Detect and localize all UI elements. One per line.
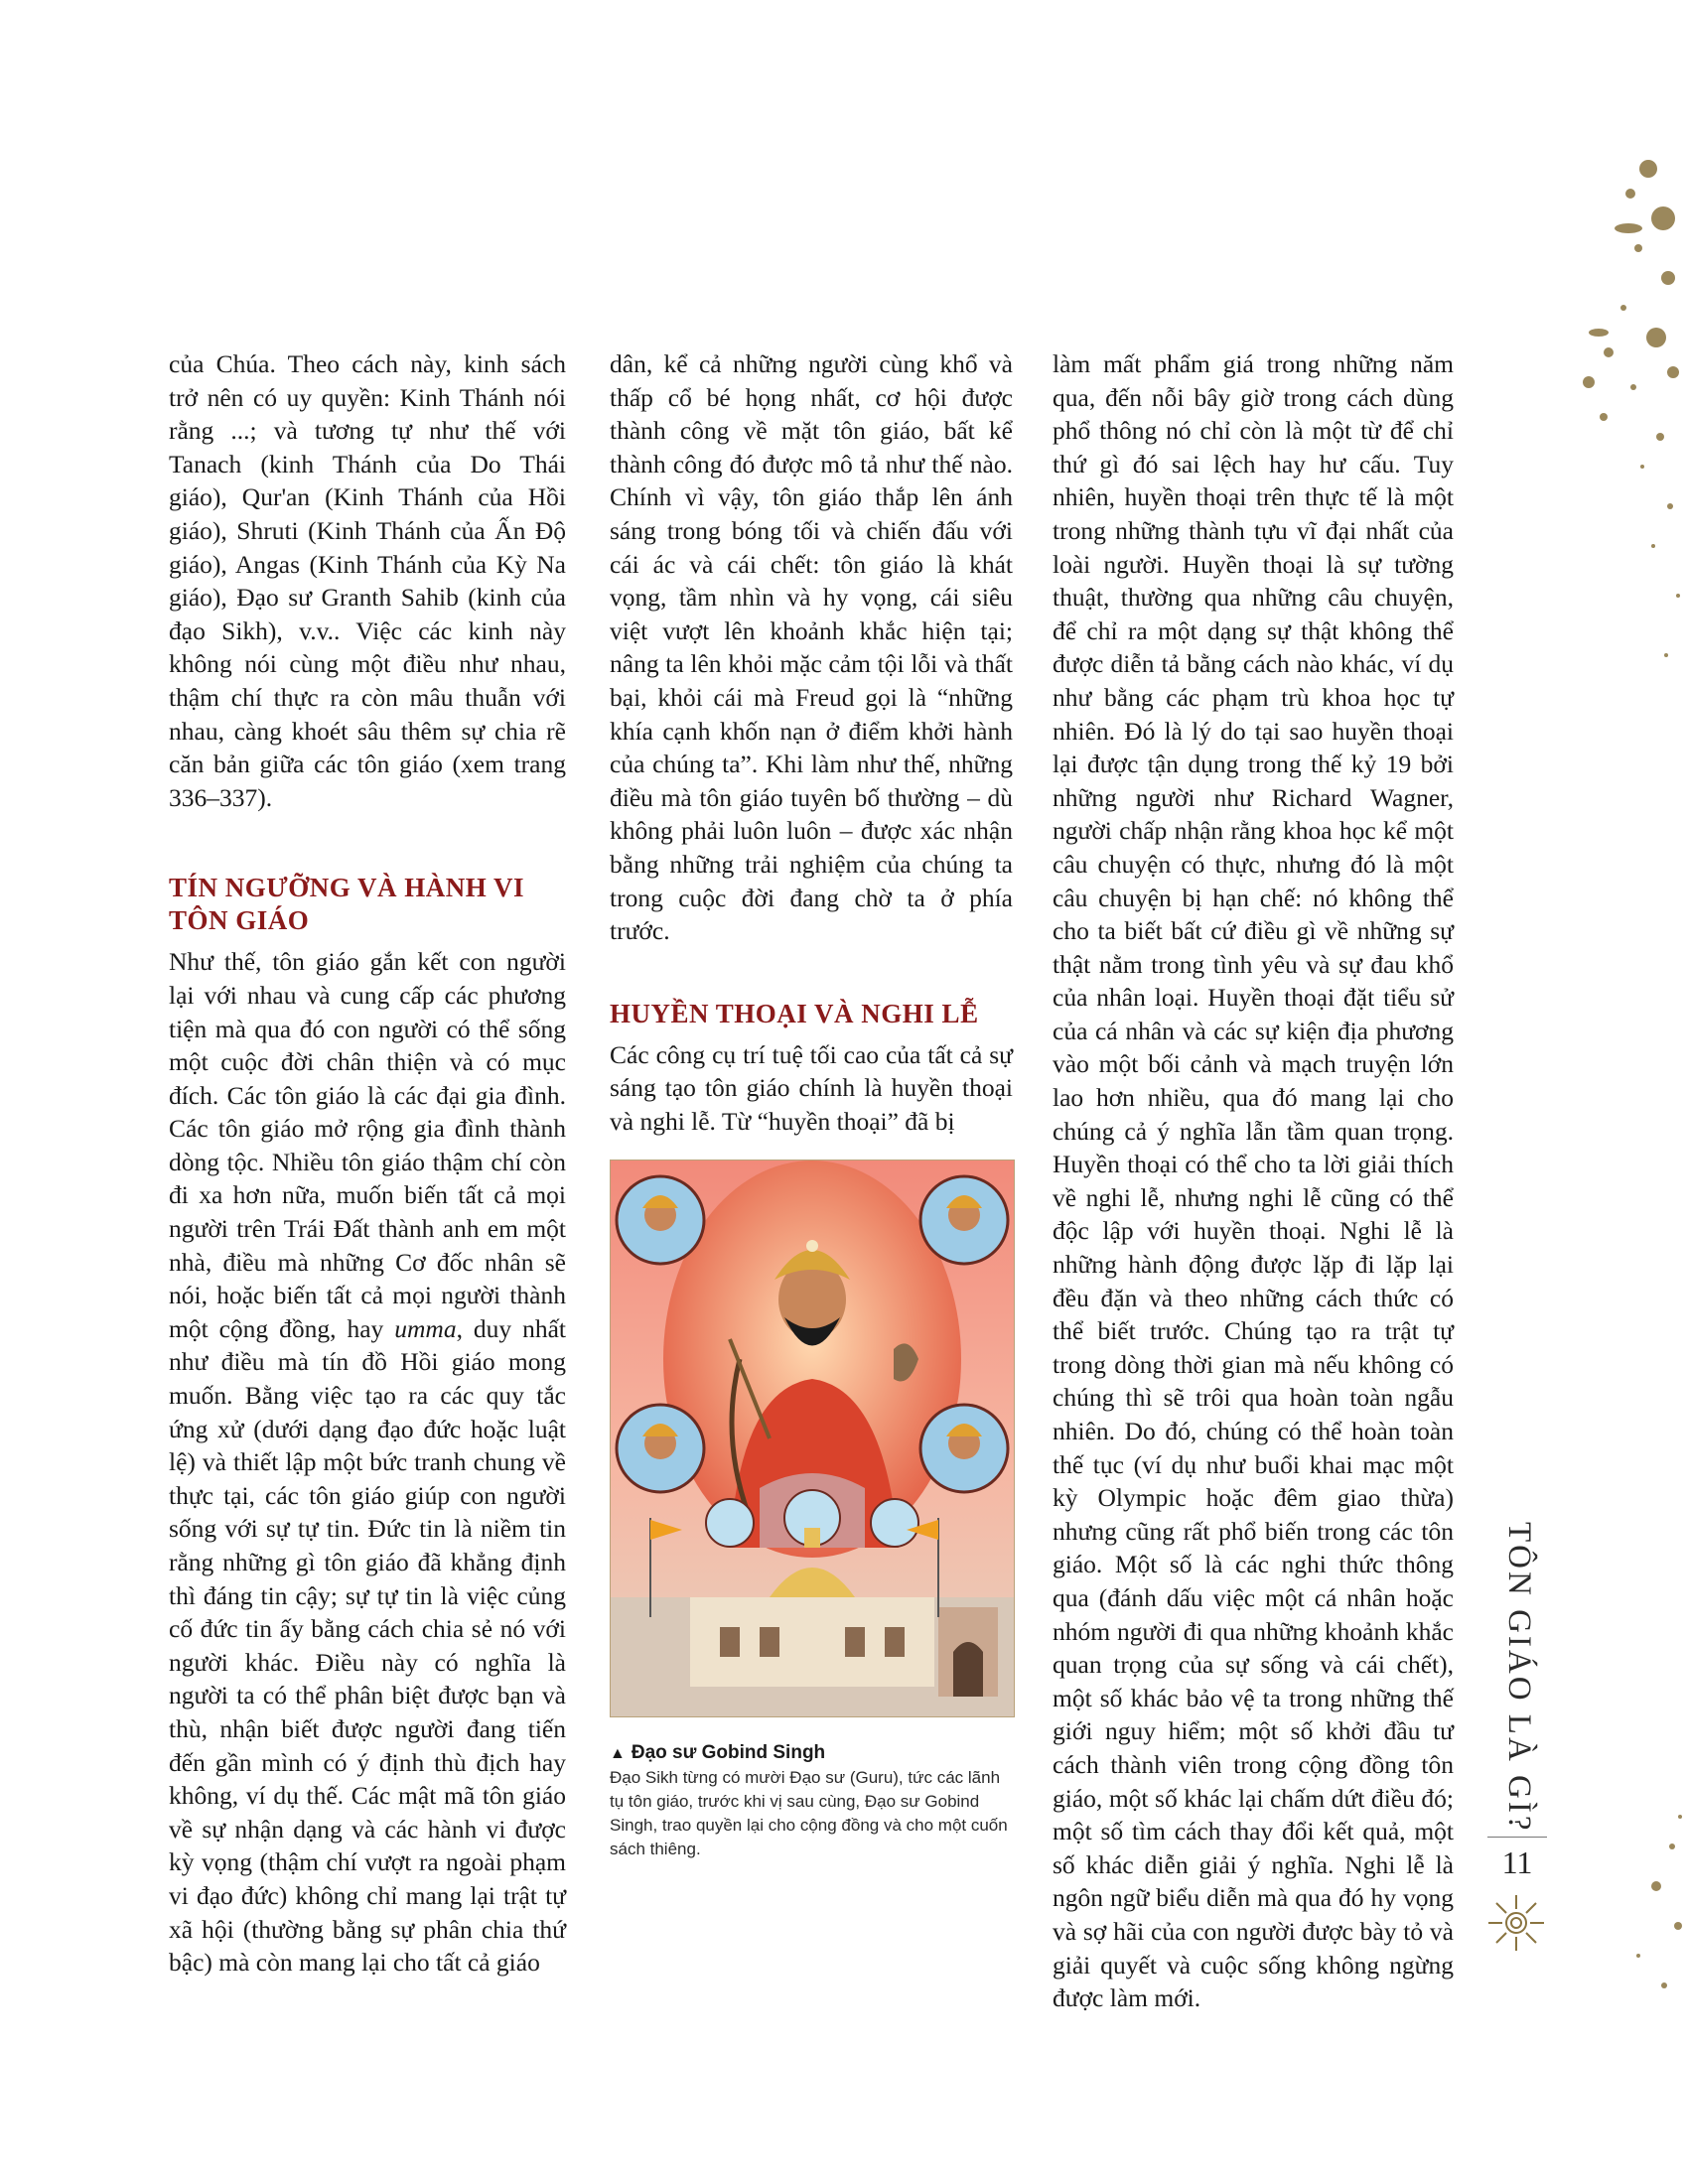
section-heading: TÍN NGƯỠNG VÀ HÀNH VI TÔN GIÁO [169, 873, 525, 936]
triangle-up-icon: ▲ [610, 1745, 626, 1763]
text-column-2 [610, 347, 1013, 1861]
page-number: 11 [1501, 1844, 1533, 1880]
painting-illustration [611, 1160, 1014, 1716]
paragraph [169, 945, 566, 1979]
page-number-rule [1487, 1837, 1547, 1838]
paragraph-text: , duy nhất như điều mà tín đồ Hồi giáo mong muốn. Bằng việc tạo ra các quy tắc ứng xử (dưới dạng đạo đức hoặc luật lệ) và thiết lập một bức tranh chung về thực tại, các tôn giáo giúp con người sống với sự tự tin. Đức tin là niềm tin rằng những gì tôn giáo đã khẳng định thì đáng tin cậy; sự tự tin là việc củng cố đức tin ấy bằng cách chia sẻ nó với người khác. Điều này có nghĩa là người ta có thể phân biệt được bạn và thù, nhận biết được người đang tiến đến gần mình có ý định thù địch hay không, ví dụ thế. Các mật mã tôn giáo về sự nhận dạng và các hành vi được kỳ vọng (thậm chí vượt ra ngoài phạm vi đạo đức) không chỉ mang lại trật tự xã hội (thường bằng sự phân chia thứ bậc) mà còn mang lại cho tất cả giáo [169, 1313, 567, 1978]
paragraph: của Chúa. Theo cách này, kinh sách trở nên có uy quyền: Kinh Thánh nói rằng ...; và tương tự như thế với Tanach (kinh Thánh của Do Thái giáo), Qur'an (Kinh Thánh của Hồi giáo), Shruti (Kinh Thánh của Ấn Độ giáo), Angas (Kinh Thánh của Kỳ Na giáo), Đạo sư Granth Sahib (kinh của đạo Sikh), v.v.. Việc các kinh này không nói cùng một điều như nhau, thậm chí thực ra còn mâu thuẫn với nhau, càng khoét sâu thêm sự chia rẽ căn bản giữa các tôn giáo (xem trang 336–337). [169, 349, 566, 812]
paragraph: làm mất phẩm giá trong những năm qua, đến nỗi bây giờ trong cách dùng phổ thông nó chỉ còn là một từ để chỉ thứ gì đó sai lệch hay hư cấu. Tuy nhiên, huyền thoại trên thực tế là một trong những thành tựu vĩ đại nhất của loài người. Huyền thoại là sự tường thuật, thường qua những câu chuyện, để chỉ ra một dạng sự thật không thể được diễn tả bằng cách nào khác, ví dụ như bằng các phạm trù khoa học tự nhiên. Đó là lý do tại sao huyền thoại lại được tận dụng trong thế kỷ 19 bởi những người như Richard Wagner, người chấp nhận rằng khoa học kể một câu chuyện có thực, nhưng đó là một câu chuyện bị hạn chế: nó không thể cho ta biết bất cứ điều gì về những sự thật nằm trong tình yêu và sự đau khổ của nhân loại. Huyền thoại đặt tiểu sử của cá nhân và các sự kiện địa phương vào một bối cảnh và mạch truyện lớn lao hơn nhiều, qua đó mang lại cho chúng cả ý nghĩa lẫn tầm quan trọng. Huyền thoại có thể cho ta lời giải thích về nghi lễ, nhưng nghi lễ cũng có thể độc lập với huyền thoại. Nghi lễ là những hành động được lặp đi lặp lại đều đặn và theo những cách thức có thể biết trước. Chúng tạo ra trật tự trong dòng thời gian mà nếu không có chúng thì sẽ trôi qua hoàn toàn ngẫu nhiên. Do đó, chúng có thể hoàn toàn thế tục (ví dụ như buổi khai mạc một kỳ Olympic hoặc đêm giao thừa) nhưng cũng rất phổ biến trong các tôn giáo. Một số là các nghi thức thông qua (đánh dấu việc một cá nhân hoặc nhóm người đi qua những khoảnh khắc quan trọng của sự sống và cái chết), một số khác bảo vệ ta trong những thế giới nguy hiểm; một số khởi đầu tư cách thành viên trong cộng đồng tôn giáo, một số khác lại chấm dứt điều đó; một số tìm cách thay đổi kết quả, một số khác diễn giải ý nghĩa. Nghi lễ là ngôn ngữ biểu diễn mà qua đó hy vọng và sợ hãi của con người được bày tỏ và giải quyết và cuộc sống không ngừng được làm mới. [1053, 349, 1454, 2013]
emphasis-term: umma [394, 1313, 457, 1343]
caption-title [610, 1741, 1013, 1766]
caption-title-text: Đạo sư Gobind Singh [631, 1742, 826, 1764]
text-column-3 [1053, 347, 1454, 2015]
ink-splatter-decoration [1569, 139, 1688, 2025]
paragraph-text: Như thế, tôn giáo gắn kết con người lại với nhau và cung cấp các phương tiện mà qua đó con người có thể sống một cuộc đời chân thiện và có mục đích. Các tôn giáo là các đại gia đình. Các tôn giáo mở rộng gia đình thành dòng tộc. Nhiều tôn giáo thậm chí còn đi xa hơn nữa, muốn biến tất cả mọi người trên Trái Đất thành anh em một nhà, điều mà những Cơ đốc nhân sẽ nói, hoặc biến tất cả mọi người thành một cộng đồng, hay [169, 947, 566, 1343]
figure-caption [610, 1741, 1013, 1861]
caption-text: Đạo Sikh từng có mười Đạo sư (Guru), tức các lãnh tụ tôn giáo, trước khi vị sau cùng, Đạo sư Gobind Singh, trao quyền lại cho cộng đồng và cho một cuốn sách thiêng. [610, 1768, 1008, 1859]
section-heading: HUYỀN THOẠI VÀ NGHI LỄ [610, 998, 979, 1028]
chapter-title-vertical: TÔN GIÁO LÀ GÌ? [1501, 1522, 1537, 1834]
guru-gobind-singh-painting [610, 1160, 1015, 1717]
paragraph: Các công cụ trí tuệ tối cao của tất cả sự sáng tạo tôn giáo chính là huyền thoại và nghi lễ. Từ “huyền thoại” đã bị [610, 1039, 1013, 1136]
text-column-1 [169, 347, 566, 1979]
paragraph: dân, kể cả những người cùng khổ và thấp cổ bé họng nhất, cơ hội được thành công về mặt tôn giáo, bất kể thành công đó được mô tả như thế nào. Chính vì vậy, tôn giáo thắp lên ánh sáng trong bóng tối và chiến đấu với cái ác và cái chết: tôn giáo là khát vọng, tầm nhìn và hy vọng, cái siêu việt vượt lên khoảnh khắc hiện tại; nâng ta lên khỏi mặc cảm tội lỗi và thất bại, khỏi cái mà Freud gọi là “những khía cạnh khốn nạn ở điểm khởi hành của chúng ta”. Khi làm như thế, những điều mà tôn giáo tuyên bố thường – dù không phải luôn luôn – được xác nhận bằng những trải nghiệm của chúng ta trong cuộc đời đang chờ ta ở phía trước. [610, 349, 1013, 946]
sun-ornament-icon [1484, 1891, 1548, 1955]
